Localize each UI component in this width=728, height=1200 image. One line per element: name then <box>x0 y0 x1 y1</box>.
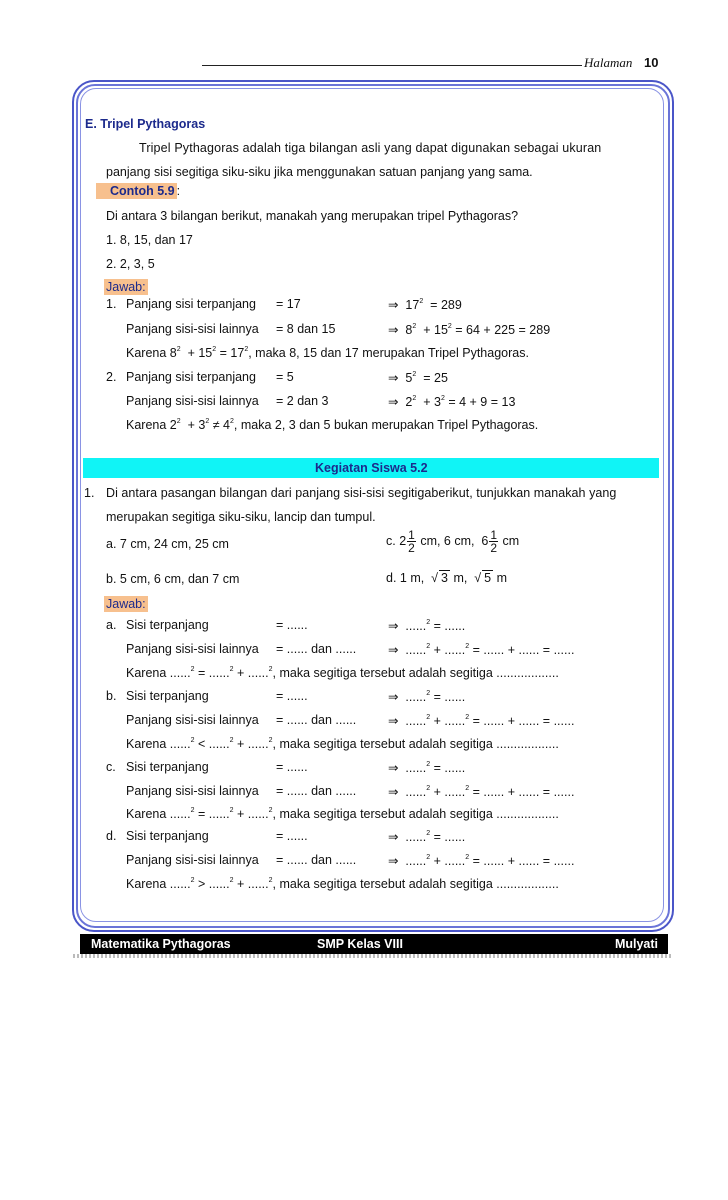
answer-b-letter: b. <box>106 689 117 703</box>
answer-d-longest-label: Sisi terpanjang <box>126 829 209 843</box>
footer-shadow <box>73 954 671 958</box>
answer-b-others-value: = ...... dan ...... <box>276 713 357 727</box>
option-d: d. 1 m, √ 3 m, √ 5 m <box>386 571 507 585</box>
answer-d-conclusion: Karena ......$^2$ > ......$^2$ + ......$^2$, maka segitiga tersebut adalah segitiga .................. <box>126 877 559 891</box>
example-label: Contoh 5.9 <box>96 183 177 199</box>
answer-d-letter: d. <box>106 829 117 843</box>
option-b: b. 5 cm, 6 cm, dan 7 cm <box>106 572 240 586</box>
example-answer-label: Jawab: <box>106 280 146 294</box>
answer-c-conclusion: Karena ......$^2$ = ......$^2$ + ......$^2$, maka segitiga tersebut adalah segitiga .................. <box>126 807 559 821</box>
solution-1-sum: ⇒ $8^2 + 15^2 = 64 + 225 = 289$ <box>388 323 551 337</box>
solution-2-conclusion: Karena $2^2 + 3^2 \ne 4^2$, maka 2, 3 dan 5 bukan merupakan Tripel Pythagoras. <box>126 418 539 432</box>
solution-1-number: 1. <box>106 297 117 311</box>
footer-bar <box>80 934 668 954</box>
intro-line-2: panjang sisi segitiga siku-siku jika menggunakan satuan panjang yang sama. <box>106 165 533 179</box>
solution-1-others-label: Panjang sisi-sisi lainnya <box>126 322 259 336</box>
solution-1-square: ⇒ $17^2 = 289$ <box>388 298 462 312</box>
section-title: E. Tripel Pythagoras <box>85 117 206 131</box>
answer-a-others-label: Panjang sisi-sisi lainnya <box>126 642 259 656</box>
activity-question-line-1: Di antara pasangan bilangan dari panjang sisi-sisi segitigaberikut, tunjukkan manakah yang <box>106 486 617 500</box>
answer-b-longest-value: = ...... <box>276 689 308 703</box>
solution-2-longest-label: Panjang sisi terpanjang <box>126 370 256 384</box>
answer-d-others-value: = ...... dan ...... <box>276 853 357 867</box>
footer-right: Mulyati <box>614 937 658 951</box>
answer-c-longest-label: Sisi terpanjang <box>126 760 209 774</box>
page-number: 10 <box>644 55 659 70</box>
answer-c-square: ⇒ ......$^2$ = ...... <box>388 761 466 775</box>
footer-center: SMP Kelas VIII <box>317 937 403 951</box>
answer-c-letter: c. <box>106 760 116 774</box>
activity-question-line-2: merupakan segitiga siku-siku, lancip dan tumpul. <box>106 510 376 524</box>
answer-a-others-value: = ...... dan ...... <box>276 642 357 656</box>
answer-b-longest-label: Sisi terpanjang <box>126 689 209 703</box>
answer-c-others-label: Panjang sisi-sisi lainnya <box>126 784 259 798</box>
solution-2-longest-value: = 5 <box>276 370 294 384</box>
answer-a-longest-value: = ...... <box>276 618 308 632</box>
footer-left: Matematika Pythagoras <box>91 937 231 951</box>
page-label: Halaman <box>584 55 633 70</box>
solution-2-others-value: = 2 dan 3 <box>276 394 329 408</box>
activity-answer-label: Jawab: <box>106 597 146 611</box>
answer-c-sum: ⇒ ......$^2$ + ......$^2$ = ...... + ...... = ...... <box>388 785 575 799</box>
answer-a-letter: a. <box>106 618 117 632</box>
solution-2-sum: ⇒ $2^2 + 3^2 = 4 + 9 = 13$ <box>388 395 516 409</box>
answer-a-conclusion: Karena ......$^2$ = ......$^2$ + ......$^2$, maka segitiga tersebut adalah segitiga .................. <box>126 666 559 680</box>
answer-b-conclusion: Karena ......$^2$ < ......$^2$ + ......$^2$, maka segitiga tersebut adalah segitiga .................. <box>126 737 559 751</box>
answer-c-others-value: = ...... dan ...... <box>276 784 357 798</box>
answer-d-square: ⇒ ......$^2$ = ...... <box>388 830 466 844</box>
solution-1-longest-label: Panjang sisi terpanjang <box>126 297 256 311</box>
activity-question-number: 1. <box>84 486 95 500</box>
answer-b-sum: ⇒ ......$^2$ + ......$^2$ = ...... + ...... = ...... <box>388 714 575 728</box>
option-c: c. 2 $\frac{1}{2}$ cm, 6 cm, 6 $\frac{1}{2}$ cm <box>386 528 520 555</box>
intro-line-1: Tripel Pythagoras adalah tiga bilangan asli yang dapat digunakan sebagai ukuran <box>139 141 602 155</box>
answer-a-longest-label: Sisi terpanjang <box>126 618 209 632</box>
answer-a-sum: ⇒ ......$^2$ + ......$^2$ = ...... + ...... = ...... <box>388 643 575 657</box>
answer-d-sum: ⇒ ......$^2$ + ......$^2$ = ...... + ...... = ...... <box>388 854 575 868</box>
answer-d-longest-value: = ...... <box>276 829 308 843</box>
answer-b-square: ⇒ ......$^2$ = ...... <box>388 690 466 704</box>
activity-title: Kegiatan Siswa 5.2 <box>315 461 428 475</box>
option-a: a. 7 cm, 24 cm, 25 cm <box>106 537 229 551</box>
solution-2-number: 2. <box>106 370 117 384</box>
example-label-colon: : <box>176 184 181 198</box>
example-question: Di antara 3 bilangan berikut, manakah yang merupakan tripel Pythagoras? <box>106 209 519 223</box>
example-label-row <box>96 184 180 198</box>
solution-2-square: ⇒ $5^2 = 25$ <box>388 371 448 385</box>
header-rule <box>202 65 582 66</box>
solution-1-others-value: = 8 dan 15 <box>276 322 336 336</box>
answer-d-others-label: Panjang sisi-sisi lainnya <box>126 853 259 867</box>
solution-2-others-label: Panjang sisi-sisi lainnya <box>126 394 259 408</box>
answer-b-others-label: Panjang sisi-sisi lainnya <box>126 713 259 727</box>
answer-a-square: ⇒ ......$^2$ = ...... <box>388 619 466 633</box>
example-item-1: 1. 8, 15, dan 17 <box>106 233 193 247</box>
solution-1-conclusion: Karena $8^2 + 15^2 = 17^2$, maka 8, 15 dan 17 merupakan Tripel Pythagoras. <box>126 346 529 360</box>
example-item-2: 2. 2, 3, 5 <box>106 257 155 271</box>
answer-c-longest-value: = ...... <box>276 760 308 774</box>
solution-1-longest-value: = 17 <box>276 297 301 311</box>
